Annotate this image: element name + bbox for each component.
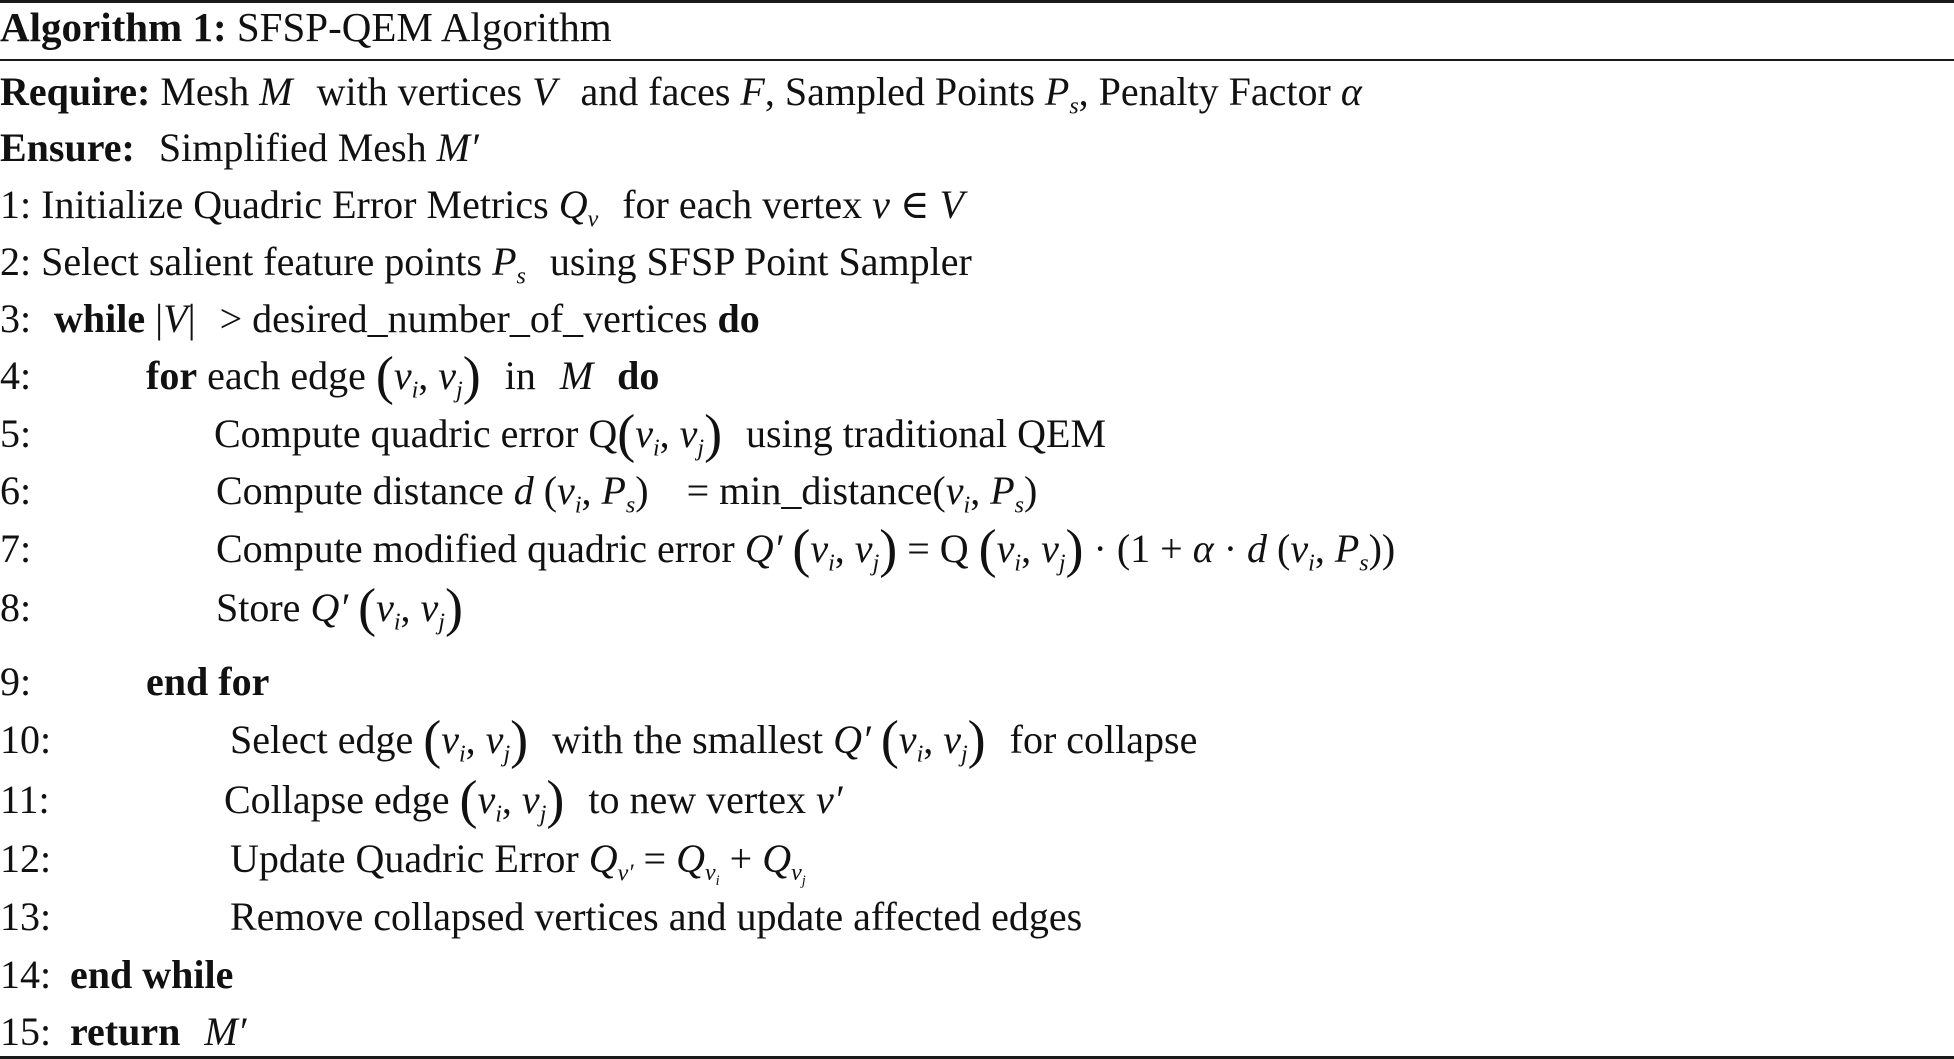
algorithm-label: Algorithm 1: [0,4,227,50]
step-number: 5: [0,411,32,456]
step-number: 14: [0,952,52,997]
step-number: 15: [0,1009,52,1054]
do-keyword: do [717,296,760,341]
do-keyword: do [617,353,660,398]
return-keyword: return [70,1009,181,1054]
header-rule [0,59,1954,61]
step-number: 4: [0,353,32,398]
algorithm-name: SFSP-QEM Algorithm [236,4,612,50]
ensure-line: Ensure: Simplified Mesh M′ [0,125,479,170]
require-keyword: Require: [0,69,151,114]
step-number: 8: [0,585,32,630]
for-keyword: for [146,353,198,398]
step-1: 1: Initialize Quadric Error Metrics $Q_v$ for each vertex v ∈ V [0,182,964,233]
step-number: 2: [0,239,32,284]
step-number: 1: [0,182,32,227]
step-number: 9: [0,659,32,704]
ensure-keyword: Ensure: [0,125,135,170]
step-number: 7: [0,526,32,571]
while-keyword: while [54,296,146,341]
end-while-keyword: end while [70,952,234,997]
step-2: 2: Select salient feature points $P_s$ using SFSP Point Sampler [0,239,972,290]
step-number: 11: [0,777,50,822]
step-number: 12: [0,836,52,881]
require-line: Require: Mesh M with vertices V and faces F, Sampled Points $P_s$, Penalty Factor α [0,69,1362,120]
step-number: 3: [0,296,32,341]
algorithm-title [0,3,612,51]
step-number: 6: [0,468,32,513]
step-number: 10: [0,717,52,762]
end-for-keyword: end for [146,659,270,704]
step-number: 13: [0,894,52,939]
